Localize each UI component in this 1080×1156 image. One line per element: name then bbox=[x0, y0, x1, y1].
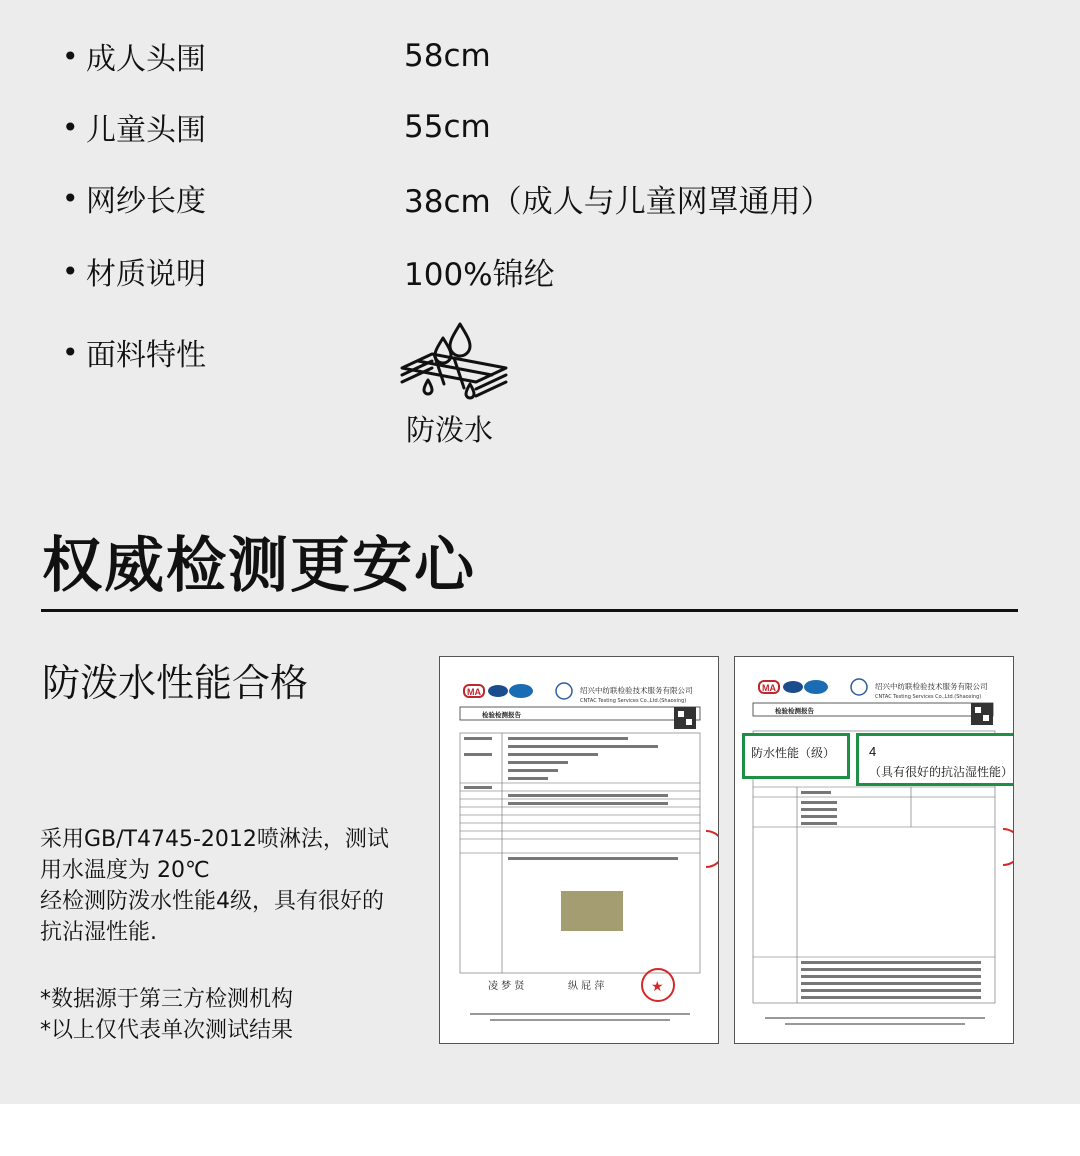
spec-label: 材质说明 bbox=[86, 257, 206, 292]
svg-text:MA: MA bbox=[762, 683, 776, 693]
report-org-name: 绍兴中纺联检验技术服务有限公司 bbox=[580, 686, 693, 695]
highlight-label: 防水性能（级） bbox=[751, 746, 836, 760]
svg-text:★: ★ bbox=[651, 979, 664, 995]
note-line: *以上仅代表单次测试结果 bbox=[40, 1018, 294, 1043]
desc-line: 采用GB/T4745-2012喷淋法，测试 bbox=[40, 827, 389, 852]
spec-label: 网纱长度 bbox=[86, 184, 206, 219]
spec-value: 55cm bbox=[404, 109, 491, 145]
svg-text:MA: MA bbox=[467, 687, 481, 697]
disclaimer bbox=[40, 984, 293, 1046]
bullet: • bbox=[62, 335, 79, 369]
section-title: 权威检测更安心 bbox=[42, 531, 476, 601]
highlight-value-box bbox=[856, 733, 1014, 786]
report-org-name-en: CNTAC Testing Services Co.,Ltd.(Shaoxing) bbox=[875, 694, 982, 700]
highlight-label-box bbox=[742, 733, 850, 779]
report-page-image bbox=[735, 657, 1013, 1043]
report-logos bbox=[759, 679, 867, 695]
desc-line: 抗沾湿性能. bbox=[40, 920, 157, 945]
divider bbox=[41, 609, 1018, 612]
spec-row bbox=[62, 107, 491, 147]
test-report-page-2 bbox=[734, 656, 1014, 1044]
svg-text:纵 屁 萍: 纵 屁 萍 bbox=[568, 981, 605, 992]
bullet: • bbox=[62, 110, 79, 144]
spec-label: 面料特性 bbox=[86, 338, 206, 373]
test-subtitle: 防泼水性能合格 bbox=[42, 661, 309, 705]
spec-value: 100%锦纶 bbox=[404, 256, 555, 293]
report-org-name-en: CNTAC Testing Services Co.,Ltd.(Shaoxing) bbox=[580, 698, 687, 704]
report-title: 检验检测报告 bbox=[482, 711, 521, 719]
fabric-sample bbox=[561, 891, 623, 931]
spec-value: 38cm（成人与儿童网罩通用） bbox=[404, 183, 832, 220]
test-report-page-1 bbox=[439, 656, 719, 1044]
spec-row bbox=[62, 36, 491, 76]
bullet: • bbox=[62, 254, 79, 288]
desc-line: 用水温度为 20℃ bbox=[40, 858, 210, 883]
spec-label: 儿童头围 bbox=[86, 113, 206, 148]
feature-caption: 防泼水 bbox=[406, 413, 494, 447]
bullet: • bbox=[62, 181, 79, 215]
report-org-name: 绍兴中纺联检验技术服务有限公司 bbox=[875, 682, 988, 691]
spec-value: 58cm bbox=[404, 38, 491, 74]
report-title: 检验检测报告 bbox=[775, 707, 814, 715]
desc-line: 经检测防泼水性能4级，具有很好的 bbox=[40, 889, 384, 914]
spec-row bbox=[62, 251, 555, 291]
highlight-note: （具有很好的抗沾湿性能） bbox=[869, 765, 1014, 779]
highlight-value: 4 bbox=[869, 744, 877, 759]
test-description bbox=[40, 824, 389, 948]
spec-row bbox=[62, 332, 404, 372]
note-line: *数据源于第三方检测机构 bbox=[40, 987, 294, 1012]
report-logos bbox=[464, 683, 572, 699]
report-page-image bbox=[440, 657, 718, 1043]
spec-label: 成人头围 bbox=[86, 42, 206, 77]
svg-text:凌 梦 贤: 凌 梦 贤 bbox=[488, 981, 525, 992]
water-repellent-icon bbox=[398, 318, 514, 406]
spec-row bbox=[62, 178, 832, 218]
bullet: • bbox=[62, 39, 79, 73]
